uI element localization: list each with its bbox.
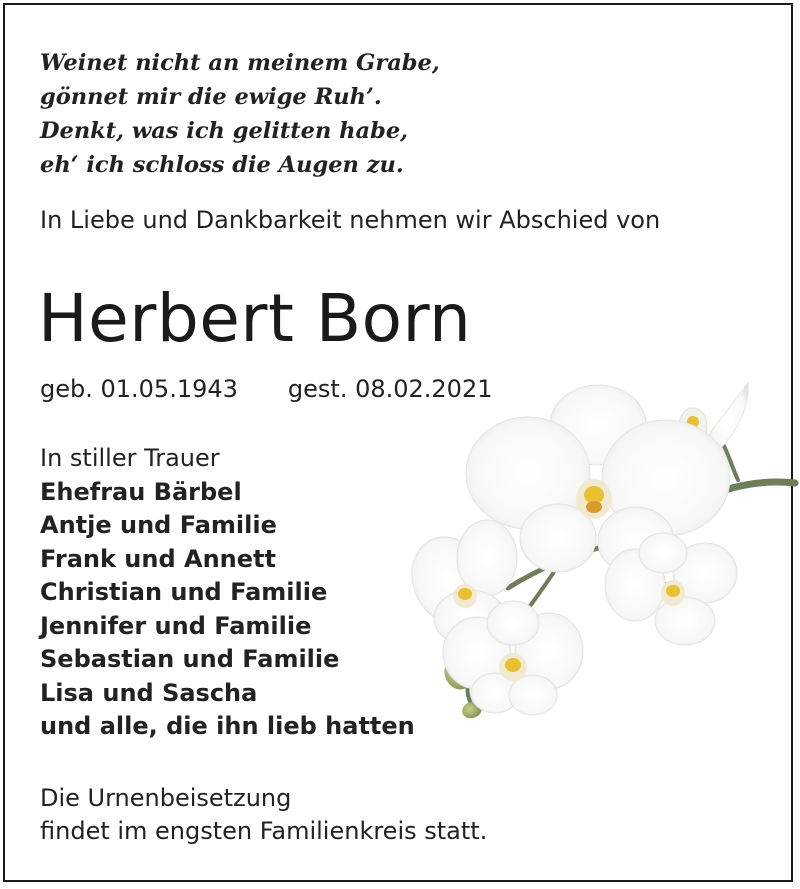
- poem-line: eh‘ ich schloss die Augen zu.: [40, 152, 404, 178]
- mourner-entry: Antje und Familie: [40, 511, 277, 539]
- poem: [40, 46, 440, 182]
- mourner-entry: Jennifer und Familie: [40, 611, 312, 640]
- mourner-entry: Ehefrau Bärbel: [40, 477, 242, 506]
- orchid-icon: [410, 378, 800, 728]
- closing-line: Die Urnenbeisetzung: [40, 784, 292, 812]
- poem-line: Weinet nicht an meinem Grabe,: [40, 50, 440, 76]
- mourner-entry: und alle, die ihn lieb hatten: [40, 712, 415, 740]
- mourner-entry: Lisa und Sascha: [40, 678, 258, 707]
- deceased-name: Herbert Born: [38, 280, 472, 357]
- birth-date: geb. 01.05.1943: [40, 375, 238, 403]
- death-date: gest. 08.02.2021: [287, 375, 493, 403]
- mourners-heading: In stiller Trauer: [40, 444, 220, 472]
- closing-note: [40, 782, 487, 848]
- mourner-entry: Frank und Annett: [40, 544, 276, 573]
- mourner-entry: Sebastian und Familie: [40, 645, 340, 673]
- intro-text: In Liebe und Dankbarkeit nehmen wir Abschied von: [40, 206, 661, 234]
- mourner-entry: Christian und Familie: [40, 578, 328, 606]
- mourners-list: [40, 442, 415, 744]
- poem-line: gönnet mir die ewige Ruh’.: [40, 84, 382, 110]
- poem-line: Denkt, was ich gelitten habe,: [40, 118, 408, 144]
- closing-line: findet im engsten Familienkreis statt.: [40, 817, 488, 845]
